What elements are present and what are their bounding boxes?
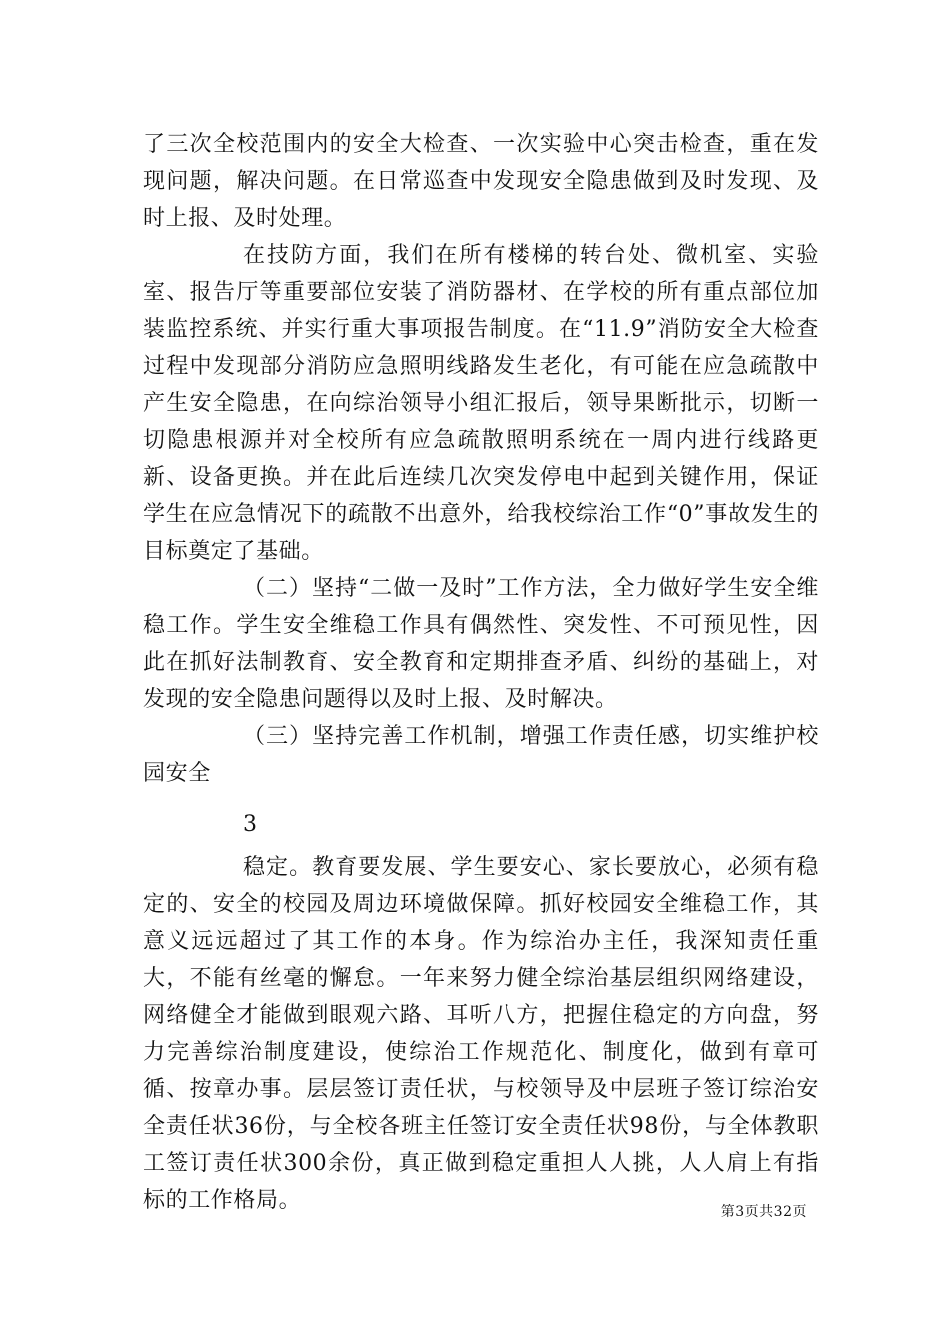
paragraph-section-three-heading: （三）坚持完善工作机制，增强工作责任感，切实维护校园安全 xyxy=(143,724,819,786)
paragraph-section-two: （二）坚持“二做一及时”工作方法，全力做好学生安全维稳工作。学生安全维稳工作具有偶然性、突发性、不可预见性，因此在抓好法制教育、安全教育和定期排查矛盾、纠纷的基础上，对发现的安全隐患问题得以及时上报、及时解决。 xyxy=(143,576,819,712)
body-text xyxy=(143,126,819,1219)
paragraph-tech-defense: 在技防方面，我们在所有楼梯的转台处、微机室、实验室、报告厅等重要部位安装了消防器材、在学校的所有重点部位加装监控系统、并实行重大事项报告制度。在“11.9”消防安全大检查过程中发现部分消防应急照明线路发生老化，有可能在应急疏散中产生安全隐患，在向综治领导小组汇报后，领导果断批示，切断一切隐患根源并对全校所有应急疏散照明系统在一周内进行线路更新、设备更换。并在此后连续几次突发停电中起到关键作用，保证学生在应急情况下的疏散不出意外，给我校综治工作“0”事故发生的目标奠定了基础。 xyxy=(143,243,819,564)
paragraph-stability: 稳定。教育要发展、学生要安心、家长要放心，必须有稳定的、安全的校园及周边环境做保障。抓好校园安全维稳工作，其意义远远超过了其工作的本身。作为综治办主任，我深知责任重大，不能有丝毫的懈怠。一年来努力健全综治基层组织网络建设，网络健全才能做到眼观六路、耳听八方，把握住稳定的方向盘，努力完善综治制度建设，使综治工作规范化、制度化，做到有章可循、按章办事。层层签订责任状，与校领导及中层班子签订综治安全责任状36份，与全校各班主任签订安全责任状98份，与全体教职工签订责任状300余份，真正做到稳定重担人人挑，人人肩上有指标的工作格局。 xyxy=(143,855,819,1213)
paragraph-continuation: 了三次全校范围内的安全大检查、一次实验中心突击检查，重在发现问题，解决问题。在日常巡查中发现安全隐患做到及时发现、及时上报、及时处理。 xyxy=(143,132,819,231)
inline-page-number: 3 xyxy=(243,812,257,837)
page-footer: 第3页共32页 xyxy=(720,1204,807,1220)
